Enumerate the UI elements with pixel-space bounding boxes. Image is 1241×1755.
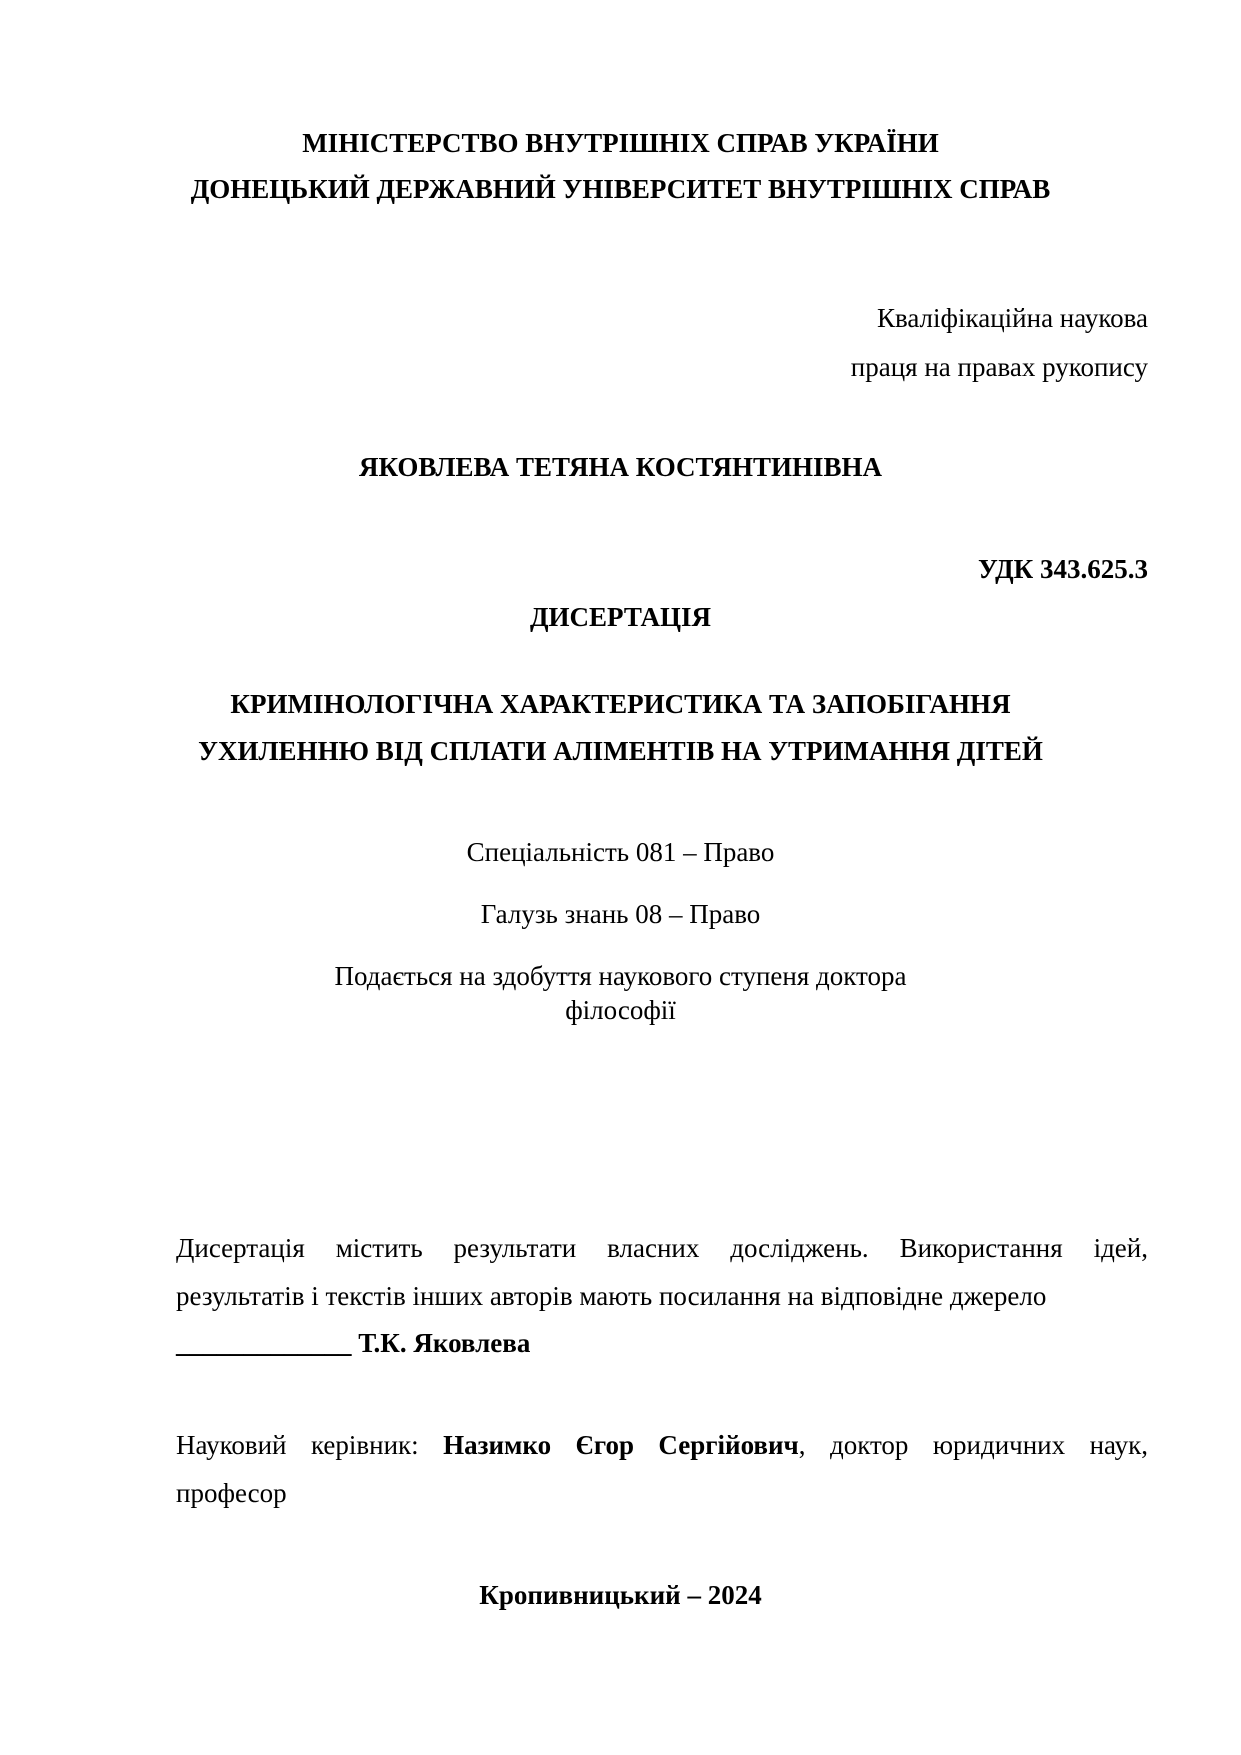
declaration-line1: Дисертація містить результати власних досліджень. Використання ідей, <box>176 1233 1148 1263</box>
signature-blank: _____________ <box>176 1328 352 1358</box>
dissertation-title-line2: УХИЛЕННЮ ВІД СПЛАТИ АЛІМЕНТІВ НА УТРИМАННЯ ДІТЕЙ <box>198 736 1043 766</box>
degree-line1: Подається на здобуття наукового ступеня доктора <box>334 961 907 991</box>
knowledge-field: Галузь знань 08 – Право <box>480 899 761 929</box>
supervisor-line1 <box>176 1428 1148 1462</box>
university-heading: ДОНЕЦЬКИЙ ДЕРЖАВНИЙ УНІВЕРСИТЕТ ВНУТРІШНІХ СПРАВ <box>190 174 1051 204</box>
signature-line <box>176 1326 530 1360</box>
author-name: ЯКОВЛЕВА ТЕТЯНА КОСТЯНТИНІВНА <box>358 452 883 482</box>
declaration-line2: результатів і текстів інших авторів мають посилання на відповідне джерело <box>176 1281 1047 1311</box>
ministry-heading: МІНІСТЕРСТВО ВНУТРІШНІХ СПРАВ УКРАЇНИ <box>302 128 939 158</box>
udk-code: УДК 343.625.3 <box>978 554 1148 584</box>
dissertation-title-line1: КРИМІНОЛОГІЧНА ХАРАКТЕРИСТИКА ТА ЗАПОБІГАННЯ <box>230 689 1011 719</box>
document-type: ДИСЕРТАЦІЯ <box>529 602 712 632</box>
supervisor-title: професор <box>176 1478 287 1508</box>
signature-name: Т.К. Яковлева <box>358 1328 531 1358</box>
manuscript-status-line2: праця на правах рукопису <box>850 352 1148 382</box>
manuscript-status-line1: Кваліфікаційна наукова <box>876 303 1148 333</box>
supervisor-credentials: , доктор юридичних наук, <box>798 1430 1149 1460</box>
city-year: Кропивницький – 2024 <box>479 1580 762 1610</box>
specialty: Спеціальність 081 – Право <box>466 837 775 867</box>
degree-line2: філософії <box>565 995 676 1025</box>
supervisor-name: Назимко Єгор Сергійович <box>443 1430 799 1460</box>
supervisor-label: Науковий керівник: <box>176 1430 419 1460</box>
